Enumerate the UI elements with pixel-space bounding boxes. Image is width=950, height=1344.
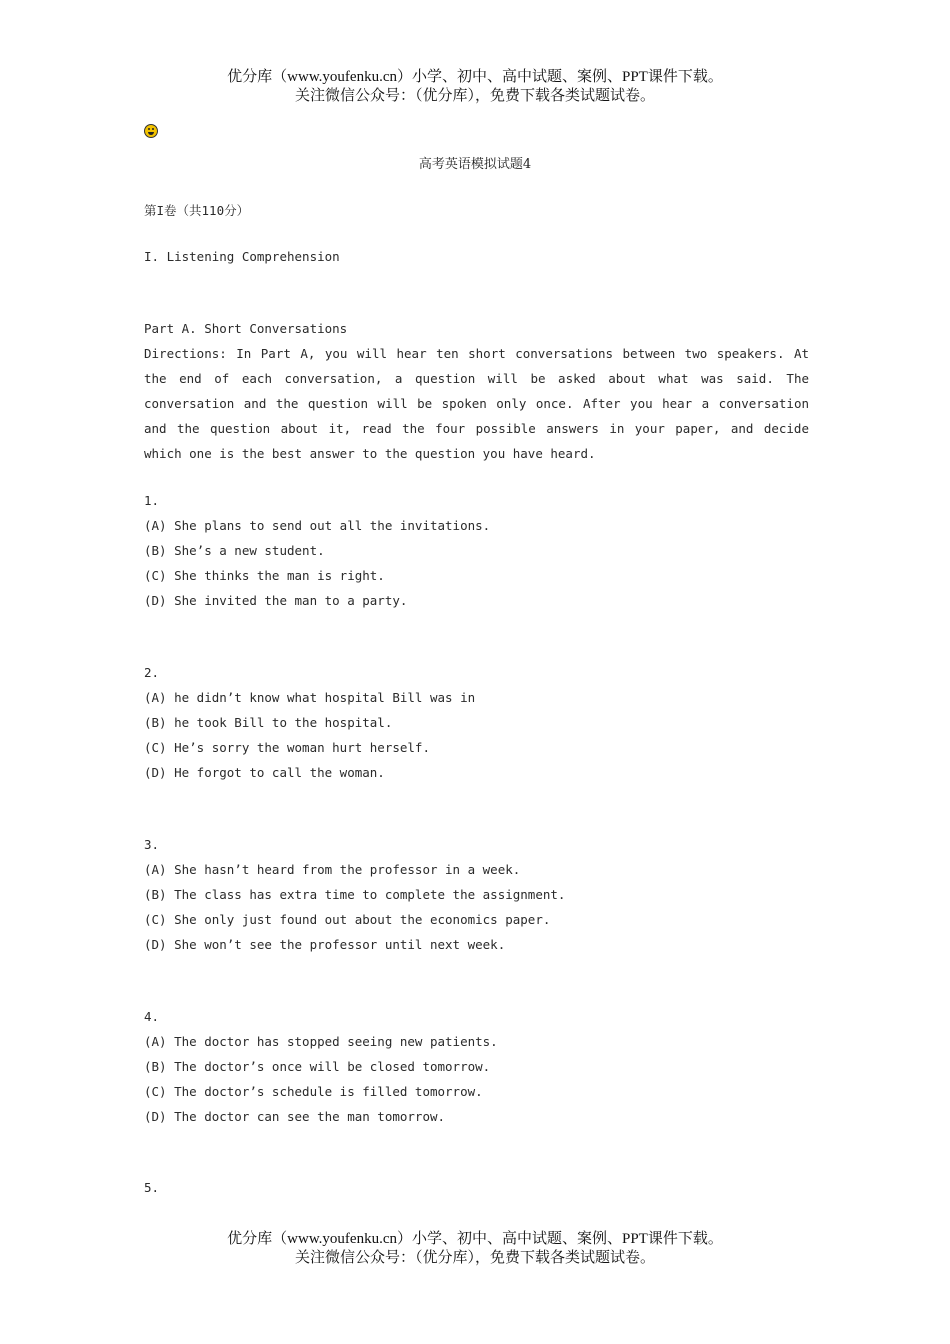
question-number: 1. bbox=[144, 493, 160, 508]
answer-option: (C) He’s sorry the woman hurt herself. bbox=[144, 740, 430, 755]
banner-line-2: 关注微信公众号：（优分库），免费下载各类试题试卷。 bbox=[294, 1250, 655, 1266]
question-number: 5. bbox=[144, 1180, 160, 1195]
answer-option: (A) he didn’t know what hospital Bill was in bbox=[144, 690, 476, 705]
question-3 bbox=[144, 832, 565, 957]
banner-line-2: 关注微信公众号：（优分库），免费下载各类试题试卷。 bbox=[294, 88, 655, 104]
section-heading: 第I卷（共110分） bbox=[144, 203, 250, 218]
banner-line-1: 优分库（www.youfenku.cn）小学、初中、高中试题、案例、PPT课件下载。 bbox=[227, 1231, 723, 1247]
answer-option: (B) She’s a new student. bbox=[144, 543, 325, 558]
banner-line-1: 优分库（www.youfenku.cn）小学、初中、高中试题、案例、PPT课件下载。 bbox=[227, 69, 723, 85]
question-5 bbox=[144, 1175, 159, 1200]
answer-option: (C) She only just found out about the economics paper. bbox=[144, 912, 551, 927]
question-number: 3. bbox=[144, 837, 160, 852]
answer-option: (D) She won’t see the professor until next week. bbox=[144, 937, 506, 952]
answer-option: (D) She invited the man to a party. bbox=[144, 593, 408, 608]
question-number: 4. bbox=[144, 1009, 160, 1024]
question-number: 2. bbox=[144, 665, 160, 680]
footer-banner bbox=[0, 1230, 950, 1268]
answer-option: (B) he took Bill to the hospital. bbox=[144, 715, 393, 730]
subpart-heading: Part A. Short Conversations bbox=[144, 321, 348, 336]
answer-option: (A) She plans to send out all the invitations. bbox=[144, 518, 491, 533]
question-1 bbox=[144, 488, 490, 613]
answer-option: (A) The doctor has stopped seeing new patients. bbox=[144, 1034, 498, 1049]
question-2 bbox=[144, 660, 475, 785]
smiley-face-icon bbox=[144, 124, 158, 138]
directions-text: Directions: In Part A, you will hear ten short conversations between two speakers. At the end of each conversation, a question will be asked about what was said. The conversation and the question will be spoken only once. After you hear a conversation and the question about it, read the four possible answers in your paper, and decide which one is the best answer to the question you have heard. bbox=[144, 346, 809, 461]
answer-option: (C) She thinks the man is right. bbox=[144, 568, 385, 583]
answer-option: (A) She hasn’t heard from the professor in a week. bbox=[144, 862, 521, 877]
answer-option: (D) The doctor can see the man tomorrow. bbox=[144, 1109, 446, 1124]
answer-option: (C) The doctor’s schedule is filled tomorrow. bbox=[144, 1084, 483, 1099]
answer-option: (B) The class has extra time to complete the assignment. bbox=[144, 887, 566, 902]
part-heading: I. Listening Comprehension bbox=[144, 249, 340, 264]
header-banner bbox=[0, 68, 950, 106]
question-4 bbox=[144, 1004, 498, 1129]
document-title: 高考英语模拟试题4 bbox=[418, 157, 532, 172]
answer-option: (B) The doctor’s once will be closed tomorrow. bbox=[144, 1059, 491, 1074]
answer-option: (D) He forgot to call the woman. bbox=[144, 765, 385, 780]
